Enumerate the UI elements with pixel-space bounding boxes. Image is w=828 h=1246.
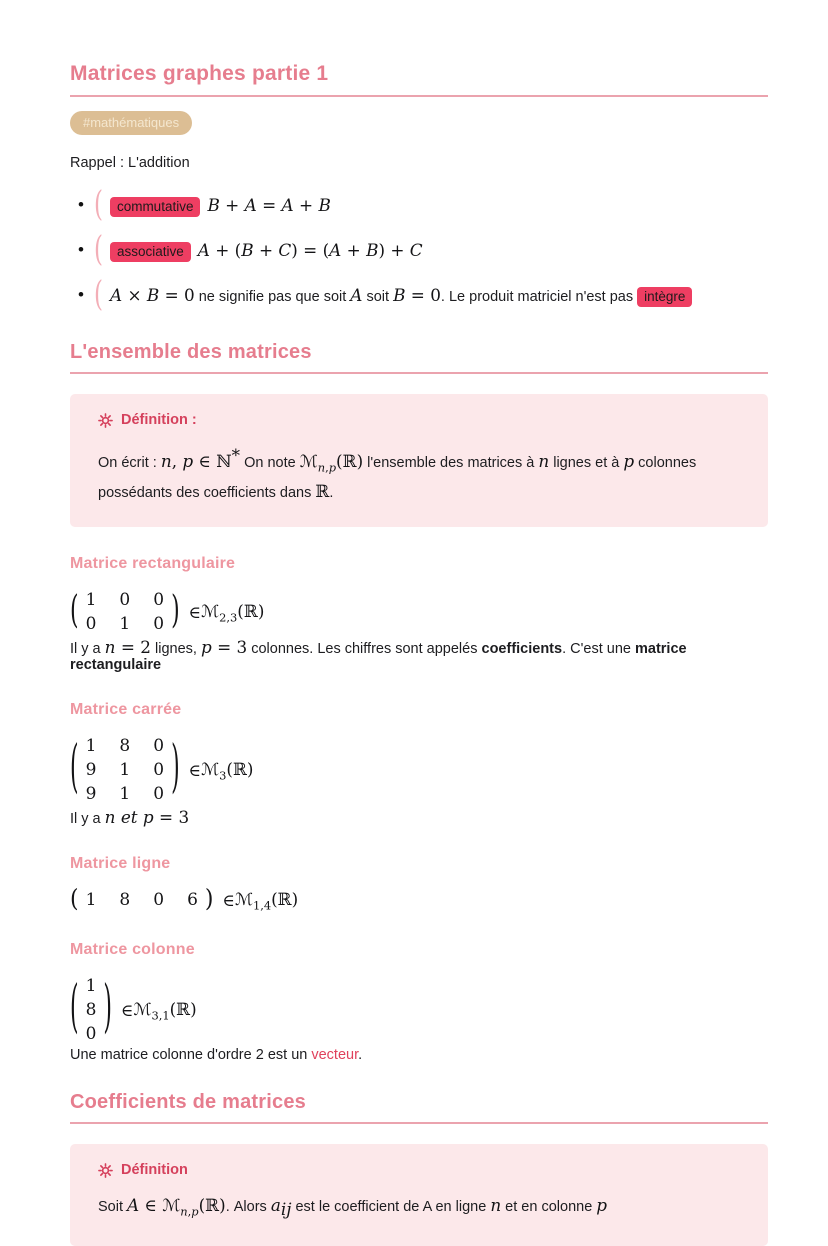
matrix-cell: 1 bbox=[119, 784, 131, 805]
subheading-matrice-carree: Matrice carrée bbox=[70, 701, 182, 719]
text-segment: . Le produit matriciel n'est pas bbox=[440, 289, 638, 305]
math-segment: ℝ bbox=[315, 481, 330, 502]
gear-icon bbox=[98, 1163, 113, 1178]
matrix-square bbox=[70, 733, 768, 807]
paren-decoration-icon: ( bbox=[93, 229, 103, 269]
matrix-set-notation: ℳ$_{1,4}$(ℝ) bbox=[234, 888, 299, 912]
math-segment: ∈ bbox=[222, 890, 235, 911]
matrix-set-notation: ℳ$_{2,3}$(ℝ) bbox=[201, 600, 265, 624]
list-item-text bbox=[110, 285, 699, 305]
math-segment: p bbox=[596, 1195, 608, 1216]
paren-decoration-icon: ( bbox=[93, 274, 103, 314]
matrix-grid bbox=[79, 733, 171, 807]
gear-icon bbox=[98, 413, 113, 428]
matrix-paren: ( bbox=[70, 976, 79, 1042]
callout-line bbox=[98, 445, 241, 471]
matrix-cell: 1 bbox=[85, 976, 97, 997]
definition-callout bbox=[70, 394, 768, 527]
bullet-icon: • bbox=[78, 285, 84, 304]
tag-mathematiques[interactable]: #mathématiques bbox=[70, 111, 192, 135]
text-segment: . C'est une bbox=[562, 641, 635, 658]
text-segment: matrice rectangulaire bbox=[70, 641, 687, 674]
matrix-cell: 0 bbox=[153, 590, 165, 611]
matrix-cell: 1 bbox=[119, 760, 131, 781]
math-segment: A bbox=[350, 285, 363, 305]
math-segment: A + (B + C) = (A + B) + C bbox=[197, 240, 423, 260]
paren-decoration-icon: ( bbox=[93, 184, 103, 224]
matrix-cell: 8 bbox=[85, 1000, 97, 1021]
matrix-cell: 0 bbox=[153, 890, 165, 911]
matrix-set-notation: ℳ$_{n,p}$(ℝ) bbox=[162, 1195, 226, 1219]
subheading-matrice-colonne: Matrice colonne bbox=[70, 941, 195, 959]
subheading-matrice-ligne: Matrice ligne bbox=[70, 855, 171, 873]
math-segment: * bbox=[231, 445, 241, 465]
matrix-row bbox=[70, 887, 768, 913]
text-segment: est le coefficient de A en ligne bbox=[291, 1199, 491, 1216]
text-segment: Soit bbox=[98, 1199, 128, 1216]
math-segment: n = 2 bbox=[104, 637, 151, 658]
matrix-cell: 0 bbox=[119, 590, 131, 611]
matrix-paren: ( bbox=[70, 589, 79, 634]
matrix-set-notation: ℳ$_{3,1}$(ℝ) bbox=[133, 998, 197, 1022]
callout-header bbox=[98, 412, 744, 428]
list-item-text bbox=[110, 240, 423, 260]
matrix-cell: 8 bbox=[119, 890, 131, 911]
text-segment: colonnes possédants des coefficients dans bbox=[98, 454, 701, 502]
text-segment: Il y a bbox=[70, 811, 105, 828]
math-segment: ij bbox=[280, 1199, 292, 1220]
math-segment: n, p ∈ ℕ bbox=[160, 450, 232, 471]
list-item-text bbox=[110, 195, 331, 215]
matrix-cell: 0 bbox=[85, 614, 97, 635]
text-segment: . bbox=[358, 1047, 363, 1064]
matrix-cell: 1 bbox=[85, 890, 97, 911]
matrix-rectangular bbox=[70, 587, 768, 637]
matrix-rectangular-caption bbox=[70, 637, 687, 674]
matrix-column bbox=[70, 973, 768, 1047]
text-segment: . bbox=[225, 1199, 230, 1216]
rappel-text: Rappel : L'addition bbox=[70, 155, 190, 171]
math-segment: p bbox=[623, 450, 635, 471]
matrix-paren: ( bbox=[70, 736, 79, 802]
matrix-membership bbox=[189, 601, 265, 624]
matrix-cell: 8 bbox=[119, 736, 131, 757]
text-segment: soit bbox=[362, 289, 394, 305]
matrix-square-caption bbox=[70, 807, 190, 828]
math-segment: B = 0 bbox=[393, 285, 441, 305]
text-segment: colonnes. Les chiffres sont appelés bbox=[247, 641, 482, 658]
text-segment: On note bbox=[244, 454, 300, 471]
vecteur-line bbox=[70, 1047, 362, 1063]
matrix-cell: 6 bbox=[187, 890, 198, 911]
math-segment: p = 3 bbox=[200, 637, 248, 658]
addition-properties-list bbox=[70, 184, 768, 314]
bullet-icon: • bbox=[78, 195, 84, 214]
math-segment: A × B = 0 bbox=[109, 285, 195, 305]
vecteur-link[interactable]: vecteur bbox=[311, 1047, 359, 1064]
callout-title: Définition : bbox=[121, 412, 197, 428]
matrix-cell: 1 bbox=[119, 614, 131, 635]
matrix-membership bbox=[189, 759, 254, 782]
math-segment: ∈ bbox=[121, 1000, 134, 1021]
math-segment: ∈ bbox=[188, 760, 202, 781]
section-heading-ensemble: L'ensemble des matrices bbox=[70, 341, 768, 374]
text-segment: Alors bbox=[233, 1199, 271, 1216]
matrix-membership bbox=[223, 889, 299, 912]
list-item bbox=[70, 274, 768, 314]
text-segment: lignes et à bbox=[549, 454, 624, 471]
matrix-cell: 9 bbox=[85, 784, 97, 805]
matrix-paren: ( bbox=[70, 885, 79, 914]
matrix-membership bbox=[121, 999, 197, 1022]
matrix-cell: 9 bbox=[85, 760, 97, 781]
matrix-cell: 0 bbox=[153, 760, 165, 781]
callout-line bbox=[98, 1195, 230, 1219]
subheading-matrice-rectangulaire: Matrice rectangulaire bbox=[70, 555, 236, 573]
highlight-pill: intègre bbox=[637, 287, 692, 307]
list-item bbox=[70, 184, 768, 224]
matrix-set-notation: ℳ$_3$(ℝ) bbox=[201, 758, 254, 782]
text-segment: l'ensemble des matrices à bbox=[363, 454, 539, 471]
page-title: Matrices graphes partie 1 bbox=[70, 62, 768, 97]
highlight-pill: commutative bbox=[110, 197, 201, 217]
math-segment: ∈ bbox=[188, 602, 202, 623]
text-segment: lignes, bbox=[150, 641, 201, 658]
section-heading-coefficients: Coefficients de matrices bbox=[70, 1091, 768, 1124]
matrix-cell: 1 bbox=[85, 590, 97, 611]
math-segment: B + A = A + B bbox=[207, 195, 331, 215]
math-segment: n bbox=[490, 1195, 502, 1216]
matrix-paren: ) bbox=[171, 589, 180, 634]
math-segment: n bbox=[538, 450, 550, 471]
matrix-cell: 1 bbox=[85, 736, 97, 757]
text-segment: Il y a bbox=[70, 641, 105, 658]
matrix-cell: 0 bbox=[153, 784, 165, 805]
matrix-grid bbox=[79, 587, 171, 637]
callout-header bbox=[98, 1162, 744, 1178]
math-segment: a bbox=[270, 1195, 281, 1216]
list-item bbox=[70, 229, 768, 269]
math-segment: n et p = 3 bbox=[104, 807, 190, 828]
definition-callout bbox=[70, 1144, 768, 1245]
text-segment: et en colonne bbox=[501, 1199, 597, 1216]
callout-line bbox=[233, 1195, 608, 1220]
bullet-icon: • bbox=[78, 240, 84, 259]
callout-title: Définition bbox=[121, 1162, 188, 1179]
text-segment: On écrit : bbox=[98, 454, 161, 471]
matrix-paren: ) bbox=[204, 885, 214, 914]
math-segment: A ∈ bbox=[127, 1195, 163, 1216]
matrix-grid bbox=[79, 887, 205, 913]
matrix-grid bbox=[79, 973, 104, 1047]
highlight-pill: associative bbox=[110, 242, 191, 262]
text-segment: . bbox=[329, 485, 334, 502]
matrix-paren: ) bbox=[171, 736, 180, 802]
matrix-cell: 0 bbox=[153, 614, 165, 635]
text-segment: coefficients bbox=[481, 641, 563, 658]
text-segment: ne signifie pas que soit bbox=[194, 289, 351, 305]
text-segment: Une matrice colonne d'ordre 2 est un bbox=[70, 1047, 312, 1064]
matrix-cell: 0 bbox=[153, 736, 165, 757]
matrix-paren: ) bbox=[103, 976, 113, 1042]
matrix-cell: 0 bbox=[85, 1024, 97, 1045]
matrix-set-notation: ℳ$_{n,p}$(ℝ) bbox=[299, 450, 364, 475]
